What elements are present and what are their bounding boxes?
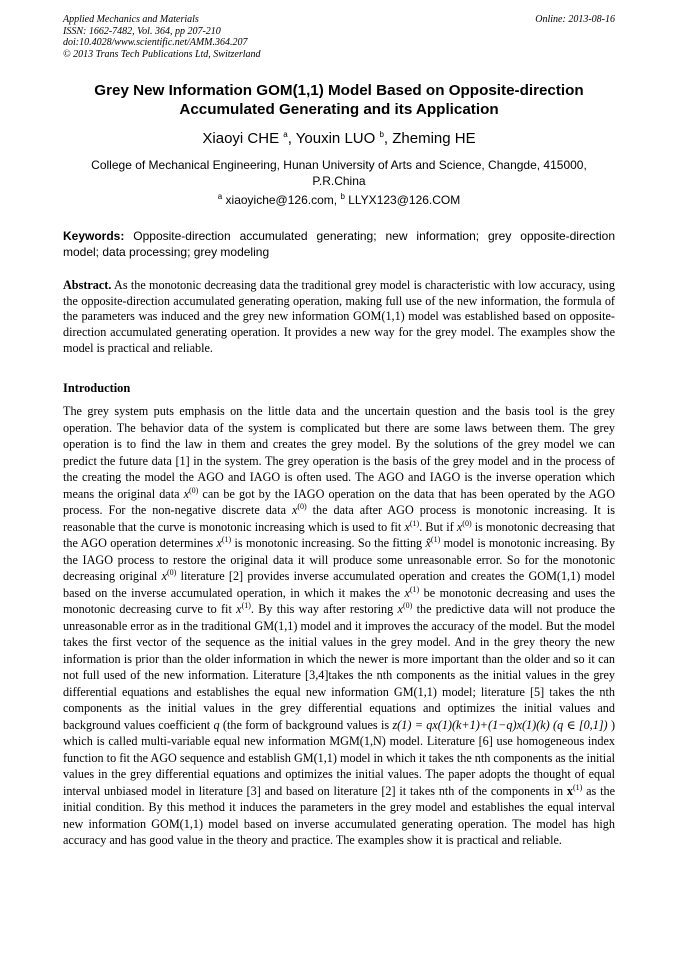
math-superscript: (1)	[409, 584, 420, 594]
math-symbol: q	[213, 717, 220, 732]
math-symbol: x	[291, 503, 298, 517]
body-text: . But if	[419, 519, 457, 534]
author-1: Xiaoyi CHE	[202, 130, 280, 147]
keywords-label: Keywords:	[63, 229, 125, 243]
math-symbol: x	[236, 602, 242, 616]
math-symbol: x	[183, 486, 189, 501]
math-superscript: (1)	[409, 518, 420, 528]
math-symbol: x	[397, 602, 403, 616]
math-symbol: x	[161, 569, 168, 583]
math-superscript: (0)	[402, 600, 413, 610]
body-text: the data after AGO process is monotonic increasing. It is reasonable that the curve is monotonic increasing which is used to fit	[63, 503, 615, 534]
email-b: LLYX123@126.COM	[344, 193, 461, 207]
email-a-mark: a	[217, 192, 223, 201]
email-b-mark: b	[340, 192, 345, 201]
body-text: The grey system puts emphasis on the little data and the uncertain question and the basis tool is the grey operation. The behavior data of the system is complicated but there are some laws between them. The grey operation is to find the law in them and creates the grey model. By the solutions of the grey model we can predict the future data [1] in the system. The grey operation is the basis of the grey model and in the process of the creating the model the AGO and IAGO is often used. The AGO and IAGO is the inverse operation which means the original data	[63, 404, 615, 501]
copyright-line: © 2013 Trans Tech Publications Ltd, Switzerland	[63, 48, 261, 60]
author-1-mark: a	[283, 130, 288, 139]
body-text: be monotonic decreasing and uses the monotonic decreasing curve to fit	[63, 585, 616, 616]
issn-line: ISSN: 1662-7482, Vol. 364, pp 207-210	[63, 25, 221, 37]
body-text: as the initial condition. By this method it induces the parameters in the grey model and establishes the equal interval new information GOM(1,1) model based on inverse accumulated generating operation. The model has high accuracy and has good value in the theory and practice. The examples show it is practical and reliable.	[63, 783, 616, 847]
body-text: is monotonic increasing. So the fitting	[231, 536, 426, 550]
math-symbol: x	[456, 519, 463, 534]
body-text: . By this way after restoring	[250, 602, 398, 616]
email-line	[63, 193, 615, 208]
body-text: the predictive data will not produce the unreasonable error as in the traditional GM(1,1) model and it improves the accuracy of the model. But the model takes the first vector of the sequence as the initial values in the grey model. And in the grey theory the new information is prior than the older information in which the newer is more important than the older and so it can not full used of the new information. Literature [3,4]takes the nth components as the initial values in the grey differential equations and establishes the equal new information GM(1,1) model; literature [5] takes the nth components as the initial values in the grey differential equations and optimizes the initial values and background values coefficient	[63, 602, 616, 732]
abstract-label: Abstract.	[63, 278, 112, 292]
author-3: , Zheming HE	[383, 130, 476, 147]
author-2: , Youxin LUO	[287, 130, 376, 147]
math-symbol: x	[566, 783, 573, 798]
math-symbol: x̂	[425, 536, 431, 550]
math-superscript: (1)	[221, 534, 232, 544]
online-date: Online: 2013-08-16	[535, 14, 615, 25]
abstract	[63, 278, 615, 357]
math-superscript: (1)	[573, 782, 583, 792]
section-heading: Introduction	[63, 381, 131, 395]
math-superscript: (0)	[297, 501, 307, 511]
math-superscript: (1)	[241, 600, 251, 610]
body-text: ) which is called multi-variable equal new information MGM(1,N) model. Literature [6] use homogeneous index function to fit the AGO sequence and establish GM(1,1) model in which it takes the nth components as the initial values in the grey differential equations and optimizes the initial values. The paper adopts the thought of equal interval unbiased model in literature [3] and based on literature [2] it takes nth of the components in	[63, 717, 616, 798]
body-text: model is monotonic increasing. By the IAGO process to restore the original data it will produce some unreasonable error. So for the monotonic decreasing original	[63, 536, 615, 583]
math-superscript: (0)	[462, 518, 472, 528]
background-value-formula: z(1) = qx(1)(k+1)+(1−q)x(1)(k) (q ∈ [0,1])	[392, 717, 608, 732]
math-symbol: x	[216, 536, 222, 550]
affiliation: College of Mechanical Engineering, Hunan University of Arts and Science, Changde, 415000, P.R.China	[91, 158, 587, 188]
body-text: literature [2] provides inverse accumulated operation and creates the GOM(1,1) model based on the inverse accumulated operation, in which it makes the	[63, 569, 616, 600]
doi-line: doi:10.4028/www.scientific.net/AMM.364.207	[63, 37, 248, 48]
abstract-text: As the monotonic decreasing data the traditional grey model is characteristic with low accuracy, using the opposite-direction accumulated generating operation, making full use of the new information, the formula of the parameters was induced and the grey new information GOM(1,1) model was established based on opposite-direction accumulated generating operation. It provides a new way for the grey model. The examples show the model is practical and reliable.	[63, 278, 615, 355]
paper-title: Grey New Information GOM(1,1) Model Based on Opposite-direction Accumulated Generating and its Application	[94, 82, 584, 118]
body-text: is monotonic decreasing that the AGO operation determines	[63, 519, 615, 550]
math-symbol: x	[404, 519, 410, 534]
journal-name: Applied Mechanics and Materials	[63, 14, 199, 25]
body-text: (the form of background values is	[219, 717, 393, 732]
body-text: can be got by the IAGO operation on the data that has been operated by the AGO process. For the non-negative discrete data	[63, 486, 616, 517]
author-line	[63, 130, 615, 148]
math-superscript: (0)	[189, 485, 199, 495]
email-a: xiaoyiche@126.com,	[222, 193, 341, 207]
journal-header	[63, 14, 615, 60]
author-2-mark: b	[379, 130, 384, 139]
keywords-text: Opposite-direction accumulated generating; new information; grey opposite-direction model; data processing; grey modeling	[63, 229, 615, 259]
introduction-body	[63, 403, 615, 849]
math-symbol: x	[404, 585, 410, 600]
math-superscript: (1)	[430, 534, 441, 544]
keywords	[63, 229, 615, 260]
math-superscript: (0)	[167, 567, 177, 577]
